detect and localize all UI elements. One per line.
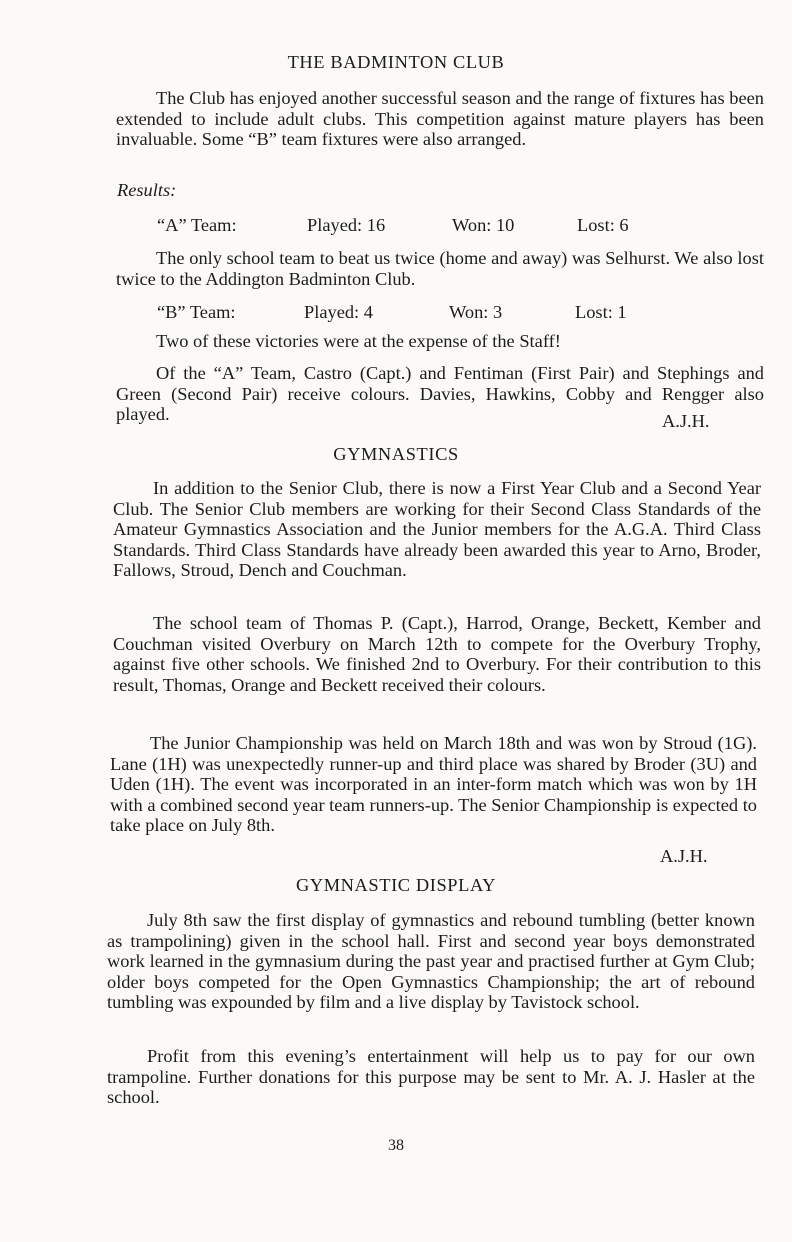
display-para1-block (107, 910, 755, 1013)
badminton-colours-paragraph: Of the “A” Team, Castro (Capt.) and Fentiman (First Pair) and Stephings and Green (Second Pair) receive colours. Davies, Hawkins, Cobby and Rengger also played. (116, 363, 764, 425)
gymnastics-heading: GYMNASTICS (333, 444, 459, 464)
team-b-results-row (157, 302, 677, 324)
gymnastics-signature: A.J.H. (660, 846, 708, 866)
badminton-intro-block (116, 88, 764, 150)
team-a-results-row (157, 215, 677, 237)
display-para2-block (107, 1046, 755, 1108)
badminton-heading: THE BADMINTON CLUB (287, 52, 505, 72)
team-b-played: Played: 4 (304, 302, 373, 322)
team-a-label: “A” Team: (157, 215, 237, 235)
display-heading: GYMNASTIC DISPLAY (295, 875, 497, 895)
results-label: Results: (117, 180, 177, 200)
display-paragraph-1: July 8th saw the first display of gymnastics and rebound tumbling (better known as trampolining) given in the school hall. First and second year boys demonstrated work learned in the gymnasium during the past year and practised further at Gym Club; older boys competed for the Open Gymnastics Championship; the art of rebound tumbling was expounded by film and a live display by Tavistock school. (107, 910, 755, 1013)
team-a-note-block (116, 248, 764, 289)
gymnastics-paragraph-3: The Junior Championship was held on March 18th and was won by Stroud (1G). Lane (1H) was unexpectedly runner-up and third place was shared by Broder (3U) and Uden (1H). The event was incorporated in an inter-form match which was won by 1H with a combined second year team runners-up. The Senior Championship is expected to take place on July 8th. (110, 733, 757, 836)
gymnastics-paragraph-2: The school team of Thomas P. (Capt.), Harrod, Orange, Beckett, Kember and Couchman visited Overbury on March 12th to compete for the Overbury Trophy, against five other schools. We finished 2nd to Overbury. For their contribution to this result, Thomas, Orange and Beckett received their colours. (113, 613, 761, 695)
gymnastics-paragraph-1: In addition to the Senior Club, there is now a First Year Club and a Second Year Club. The Senior Club members are working for their Second Class Standards of the Amateur Gymnastics Association and the Junior members for the A.G.A. Third Class Standards. Third Class Standards have already been awarded this year to Arno, Broder, Fallows, Stroud, Dench and Couchman. (113, 478, 761, 581)
team-a-note: The only school team to beat us twice (home and away) was Selhurst. We also lost twice to the Addington Badminton Club. (116, 248, 764, 289)
page-number: 38 (388, 1137, 404, 1154)
team-b-note-block (116, 331, 764, 352)
team-b-note: Two of these victories were at the expense of the Staff! (156, 331, 561, 351)
team-b-lost: Lost: 1 (575, 302, 627, 322)
team-b-label: “B” Team: (157, 302, 236, 322)
display-paragraph-2: Profit from this evening’s entertainment will help us to pay for our own trampoline. Further donations for this purpose may be sent to Mr. A. J. Hasler at the school. (107, 1046, 755, 1108)
badminton-signature: A.J.H. (662, 411, 710, 431)
team-a-played: Played: 16 (307, 215, 386, 235)
team-b-won: Won: 3 (449, 302, 503, 322)
team-a-won: Won: 10 (452, 215, 515, 235)
team-a-lost: Lost: 6 (577, 215, 629, 235)
gymnastics-para1-block (113, 478, 761, 581)
gymnastics-para3-block (110, 733, 757, 836)
badminton-intro-paragraph: The Club has enjoyed another successful season and the range of fixtures has been extended to include adult clubs. This competition against mature players has been invaluable. Some “B” team fixtures were also arranged. (116, 88, 764, 150)
gymnastics-para2-block (113, 613, 761, 695)
